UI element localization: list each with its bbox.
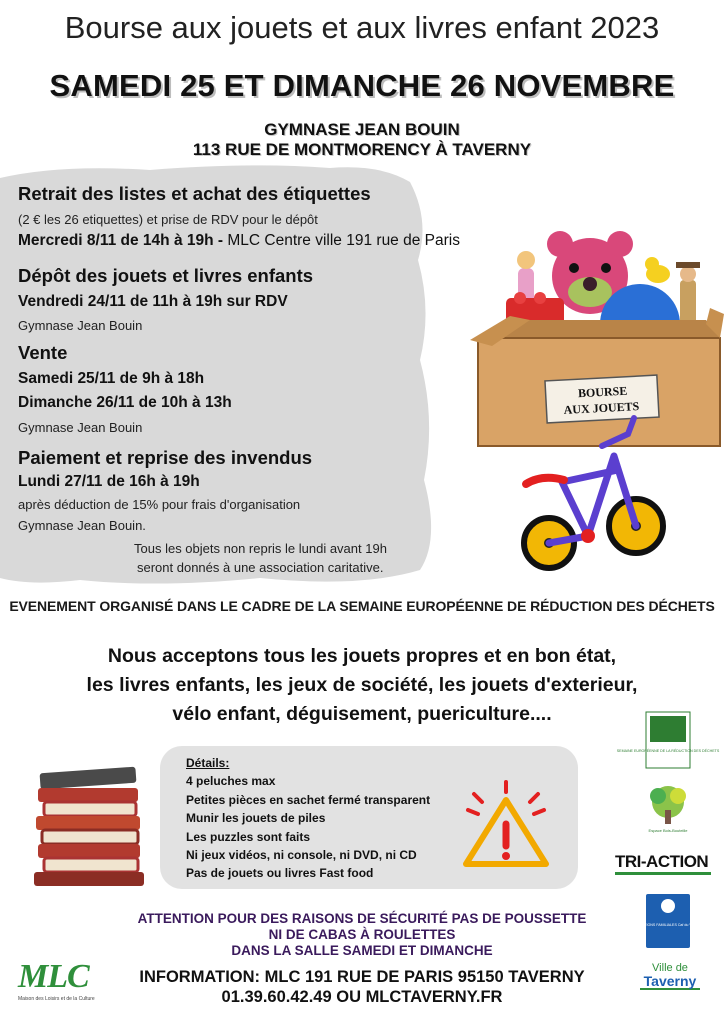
safety-warning-line1: ATTENTION POUR DES RAISONS DE SÉCURITÉ PAS DE POUSSETTE <box>137 911 587 926</box>
depot-place: Gymnase Jean Bouin <box>18 318 143 333</box>
serd-logo-text: SEMAINE EUROPÉENNE DE LA RÉDUCTION DES DÉCHETS <box>616 749 720 753</box>
accepted-items-line3: vélo enfant, déguisement, puericulture.... <box>172 703 552 725</box>
books-illustration <box>34 764 146 886</box>
box-label-line2: AUX JOUETS <box>563 399 640 418</box>
venue-street: 113 RUE DE MONTMORENCY À TAVERNY <box>192 140 532 159</box>
warning-icon <box>454 780 558 876</box>
accepted-items-line1: Nous acceptons tous les jouets propres et en bon état, <box>107 645 617 667</box>
safety-warning-line3: DANS LA SALLE SAMEDI ET DIMANCHE <box>231 943 493 958</box>
poster-title: Bourse aux jouets et aux livres enfant 2023 <box>64 10 660 45</box>
contact-info <box>0 967 724 1007</box>
details-item: Pas de jouets ou livres Fast food <box>186 866 374 881</box>
mlc-logo-tagline: Maison des Loisirs et de la Culture <box>18 996 95 1002</box>
box-label-line1: BOURSE <box>577 383 628 401</box>
unclaimed-note <box>134 541 387 575</box>
section-retrait <box>18 183 460 250</box>
unclaimed-note-line1: Tous les objets non repris le lundi avant 19h <box>134 541 387 556</box>
details-title: Détails: <box>186 756 230 770</box>
event-dates: SAMEDI 25 ET DIMANCHE 26 NOVEMBRE <box>49 68 675 103</box>
venue-name: GYMNASE JEAN BOUIN <box>264 120 460 139</box>
paiement-heading: Paiement et reprise des invendus <box>18 447 313 468</box>
triaction-logo <box>615 852 711 878</box>
contact-address: INFORMATION: MLC 191 RUE DE PARIS 95150 TAVERNY <box>139 968 585 986</box>
details-item: Les puzzles sont faits <box>186 829 311 844</box>
accepted-items <box>0 642 724 729</box>
paiement-place: Gymnase Jean Bouin. <box>18 518 146 533</box>
venue-address <box>0 120 724 160</box>
espace-logo-text: Espace Bois-Bouteille <box>648 828 688 833</box>
section-paiement <box>18 447 312 533</box>
espace-logo <box>640 782 696 834</box>
unclaimed-note-line2: seront donnés à une association caritative. <box>137 560 384 575</box>
retrait-place: MLC Centre ville 191 rue de Paris <box>223 232 460 249</box>
contact-phone-web: 01.39.60.42.49 OU MLCTAVERNY.FR <box>221 988 503 1006</box>
details-list <box>186 754 430 883</box>
serd-logo <box>616 712 720 768</box>
vente-samedi: Samedi 25/11 de 9h à 18h <box>18 370 205 387</box>
event-context-banner: EVENEMENT ORGANISÉ DANS LE CADRE DE LA SEMAINE EUROPÉENNE DE RÉDUCTION DES DÉCHETS <box>9 598 715 614</box>
ville-logo-line1: Ville de <box>652 962 688 974</box>
paiement-date: Lundi 27/11 de 16h à 19h <box>18 473 200 490</box>
caf-logo-text: ALLOCATIONS FAMILIALES Caf du Val-d'Oise <box>630 923 706 927</box>
vente-dimanche: Dimanche 26/11 de 10h à 13h <box>18 394 232 411</box>
paiement-fees: après déduction de 15% pour frais d'organisation <box>18 497 301 512</box>
details-item: 4 peluches max <box>186 774 276 789</box>
details-item: Ni jeux vidéos, ni console, ni DVD, ni CD <box>186 848 417 863</box>
bicycle-illustration <box>522 412 672 578</box>
depot-heading: Dépôt des jouets et livres enfants <box>18 265 314 286</box>
bike-seat <box>526 478 564 484</box>
vente-heading: Vente <box>18 342 68 363</box>
depot-date: Vendredi 24/11 de 11h à 19h sur RDV <box>18 293 288 310</box>
details-item: Petites pièces en sachet fermé transparent <box>186 792 431 807</box>
safety-warning <box>0 911 724 959</box>
ville-logo-line2: Taverny <box>640 975 700 990</box>
mlc-logo-text: MLC <box>18 958 89 995</box>
retrait-date: Mercredi 8/11 de 14h à 19h - <box>18 232 224 249</box>
details-item: Munir les jouets de piles <box>186 811 326 826</box>
retrait-heading: Retrait des listes et achat des étiquettes <box>18 183 371 204</box>
section-depot <box>18 265 313 333</box>
retrait-when <box>18 232 460 250</box>
safety-warning-line2: NI DE CABAS À ROULETTES <box>268 927 456 942</box>
retrait-price: (2 € les 26 etiquettes) et prise de RDV pour le dépôt <box>18 212 318 227</box>
section-vente <box>18 342 232 435</box>
triaction-logo-text: TRI-ACTION <box>615 852 711 875</box>
accepted-items-line2: les livres enfants, les jeux de société, les jouets d'exterieur, <box>86 674 638 696</box>
vente-place: Gymnase Jean Bouin <box>18 420 143 435</box>
